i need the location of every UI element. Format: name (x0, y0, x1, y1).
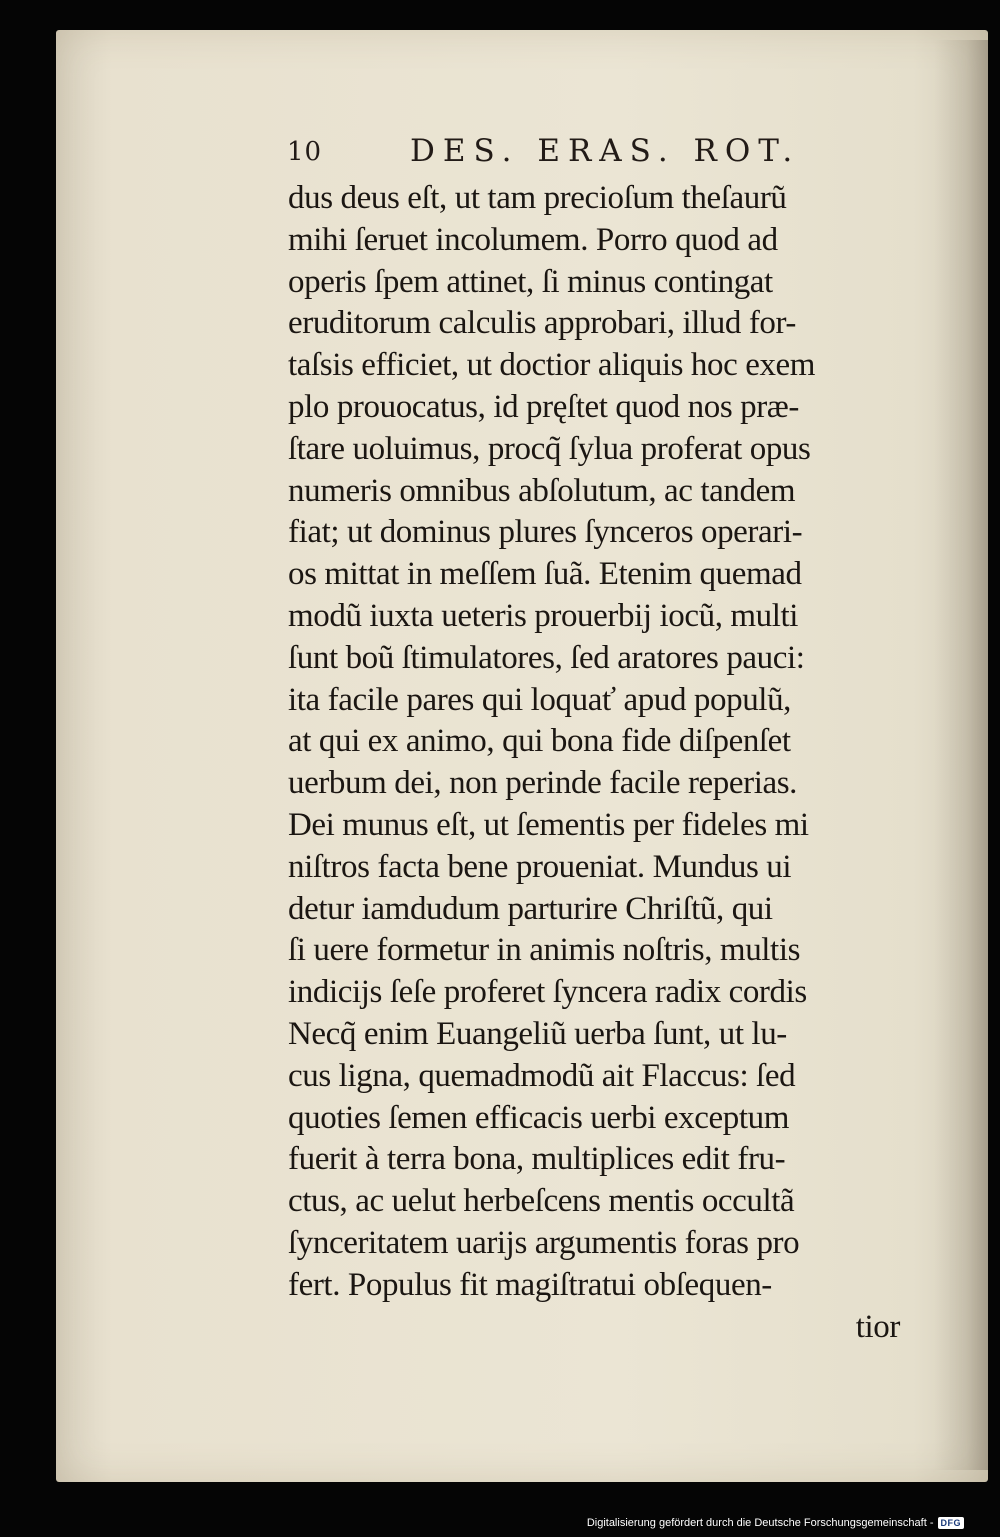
text-line: operis ſpem attinet, ſi minus contingat (288, 263, 773, 300)
text-line: ſi uere formetur in animis noſtris, multis (288, 932, 801, 969)
text-line: dus deus eſt, ut tam precioſum theſaurũ (288, 180, 787, 216)
text-line: numeris omnibus abſolutum, ac tandem (288, 472, 796, 509)
text-line: ſunt boũ ſtimulatores, ſed aratores pauci: (288, 639, 805, 676)
text-line: modũ iuxta ueteris prouerbij iocũ, multi (288, 597, 799, 634)
text-line: fuerit à terra bona, multiplices edit fru- (288, 1141, 786, 1178)
text-line: uerbum dei, non perinde facile reperias. (288, 765, 798, 802)
text-line: detur iamdudum parturire Chriſtũ, qui (288, 890, 773, 927)
body-text (288, 178, 908, 1348)
text-line: ſtare uoluimus, procq̃ ſylua proferat opus (288, 430, 811, 467)
text-line: quoties ſemen efficacis uerbi exceptum (288, 1099, 789, 1136)
text-line: at qui ex animo, qui bona fide diſpenſet (288, 723, 791, 760)
digitization-credit (587, 1514, 964, 1532)
dfg-logo: DFG (938, 1517, 965, 1529)
page-gutter-shadow (934, 40, 988, 1470)
text-line: cus ligna, quemadmodũ ait Flaccus: ſed (288, 1057, 796, 1094)
text-line: eruditorum calculis approbari, illud for- (288, 305, 797, 342)
page-header (0, 133, 1000, 173)
text-line: fert. Populus fit magiſtratui obſequen- (288, 1266, 772, 1303)
page-number: 10 (287, 137, 323, 167)
text-line: taſsis efficiet, ut doctior aliquis hoc exem (288, 347, 816, 384)
text-line: Necq̃ enim Euangeliũ uerba ſunt, ut lu- (288, 1015, 787, 1052)
text-line: ſynceritatem uarijs argumentis foras pro (288, 1224, 800, 1261)
text-line: ita facile pares qui loquať apud populũ, (288, 681, 792, 718)
text-line: indicijs ſeſe proferet ſyncera radix cordis (288, 974, 807, 1011)
text-line: niſtros facta bene proueniat. Mundus ui (288, 848, 792, 885)
text-line: Dei munus eſt, ut ſementis per fideles mi (288, 806, 809, 843)
text-line: plo prouocatus, id pręſtet quod nos præ- (288, 388, 800, 425)
text-line: os mittat in meſſem ſuã. Etenim quemad (288, 556, 802, 593)
text-line: mihi ſeruet incolumem. Porro quod ad (288, 221, 778, 258)
text-line: fiat; ut dominus plures ſynceros operari- (288, 514, 803, 551)
credit-text: Digitalisierung gefördert durch die Deutsche Forschungsgemeinschaft - (586, 1517, 934, 1529)
text-line: ctus, ac uelut herbeſcens mentis occultã (288, 1183, 795, 1220)
running-head: DES. ERAS. ROT. (410, 133, 801, 169)
catchword: tior (855, 1308, 900, 1345)
